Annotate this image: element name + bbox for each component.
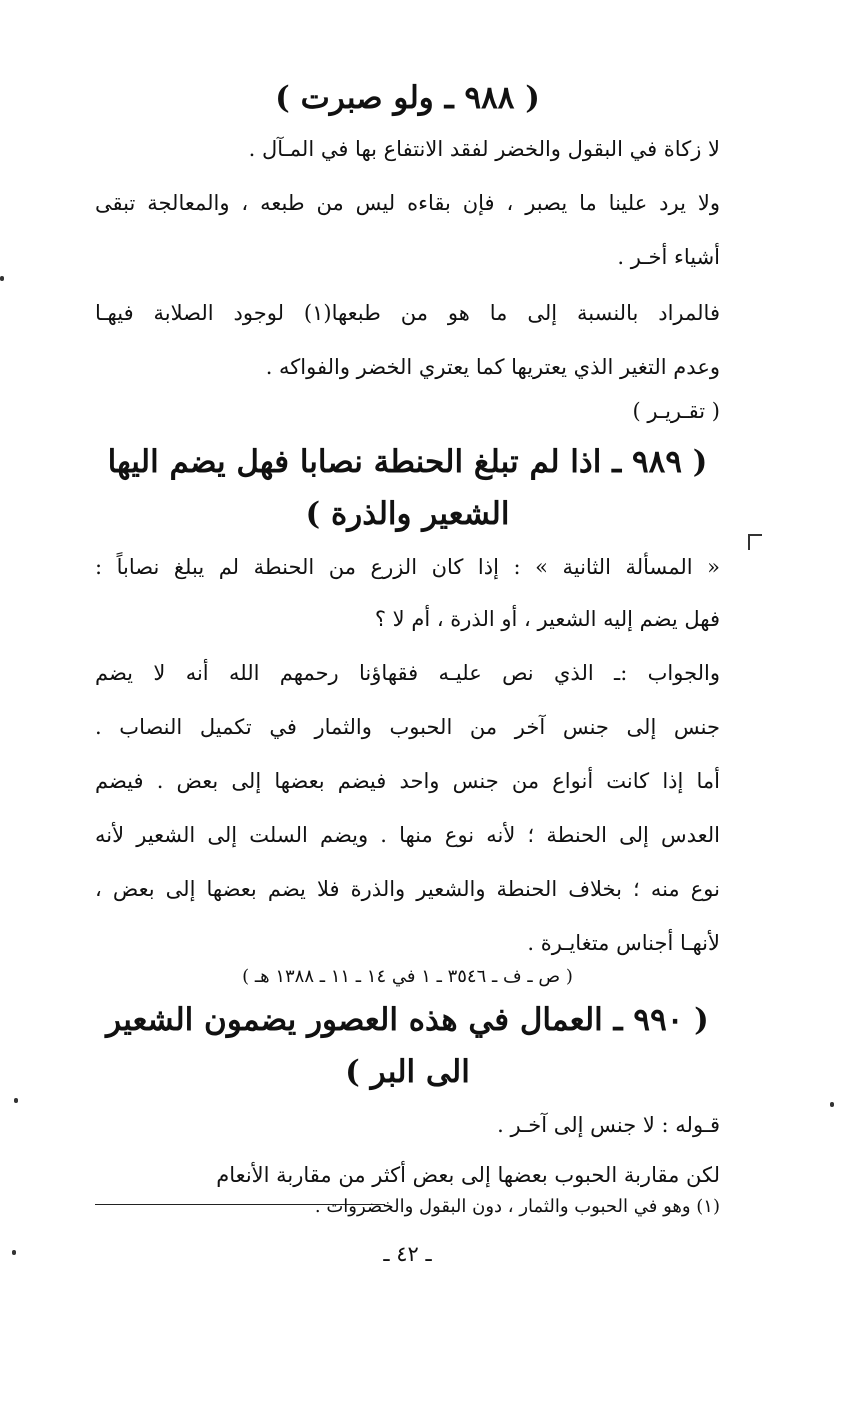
- p989b-line-5: نوع منه ؛ بخلاف الحنطة والشعير والذرة فلا يضم بعضها إلى بعض ،: [95, 877, 720, 901]
- margin-bracket-mark: [748, 534, 762, 550]
- p989b-line-1: والجواب :ـ الذي نص عليـه فقهاؤنا رحمهم الله أنه لا يضم: [95, 661, 720, 685]
- heading-989-line-2: الشعير والذرة ): [305, 496, 510, 532]
- p988-line-1: لا زكاة في البقول والخضر لفقد الانتفاع بها في المـآل .: [248, 137, 720, 161]
- p990-line-1: قـوله : لا جنس إلى آخـر .: [497, 1113, 720, 1137]
- heading-990-line-2: الى البر ): [345, 1054, 470, 1090]
- p988-line-2: ولا يرد علينا ما يصبر ، فإن بقاءه ليس من طبعه ، والمعالجة تبقى: [95, 191, 720, 215]
- p989b-line-2: جنس إلى جنس آخر من الحبوب والثمار في تكميل النصاب .: [95, 715, 720, 739]
- p988b-line-1: فالمراد بالنسبة إلى ما هو من طبعها(١) لوجود الصلابة فيهـا: [95, 301, 720, 325]
- page-number: ـ ٤٢ ـ: [383, 1242, 432, 1266]
- p990-line-2: لكن مقاربة الحبوب بعضها إلى بعض أكثر من مقاربة الأنعام: [216, 1163, 720, 1187]
- scan-speck: [830, 1102, 834, 1107]
- p989-line-1: « المسألة الثانية » : إذا كان الزرع من الحنطة لم يبلغ نصاباً :: [95, 555, 720, 579]
- reference-989: ( ص ـ ف ـ ٣٥٤٦ ـ ١ في ١٤ ـ ١١ ـ ١٣٨٨ هـ ): [242, 966, 573, 987]
- scan-speck: [14, 1098, 18, 1103]
- footnote: (١) وهو في الحبوب والثمار ، دون البقول والخضروات .: [314, 1196, 720, 1217]
- scan-speck: [0, 276, 4, 281]
- heading-989-line-1: ( ٩٨٩ ـ اذا لم تبلغ الحنطة نصابا فهل يضم اليها: [107, 444, 708, 480]
- p989b-line-6: لأنهـا أجناس متغايـرة .: [527, 931, 720, 955]
- scan-speck: [12, 1250, 16, 1255]
- taqrir-label: ( تقـريـر ): [632, 399, 720, 423]
- p989b-line-3: أما إذا كانت أنواع من جنس واحد فيضم بعضها إلى بعض . فيضم: [95, 769, 720, 793]
- p988-line-3: أشياء أخـر .: [617, 245, 720, 269]
- p988b-line-2: وعدم التغير الذي يعتريها كما يعتري الخضر والفواكه .: [265, 355, 720, 379]
- p989b-line-4: العدس إلى الحنطة ؛ لأنه نوع منها . ويضم السلت إلى الشعير لأنه: [95, 823, 720, 847]
- heading-988: ( ٩٨٨ ـ ولو صبرت ): [275, 80, 540, 116]
- heading-990-line-1: ( ٩٩٠ ـ العمال في هذه العصور يضمون الشعير: [106, 1002, 709, 1038]
- p989-line-2: فهل يضم إليه الشعير ، أو الذرة ، أم لا ؟: [374, 607, 720, 631]
